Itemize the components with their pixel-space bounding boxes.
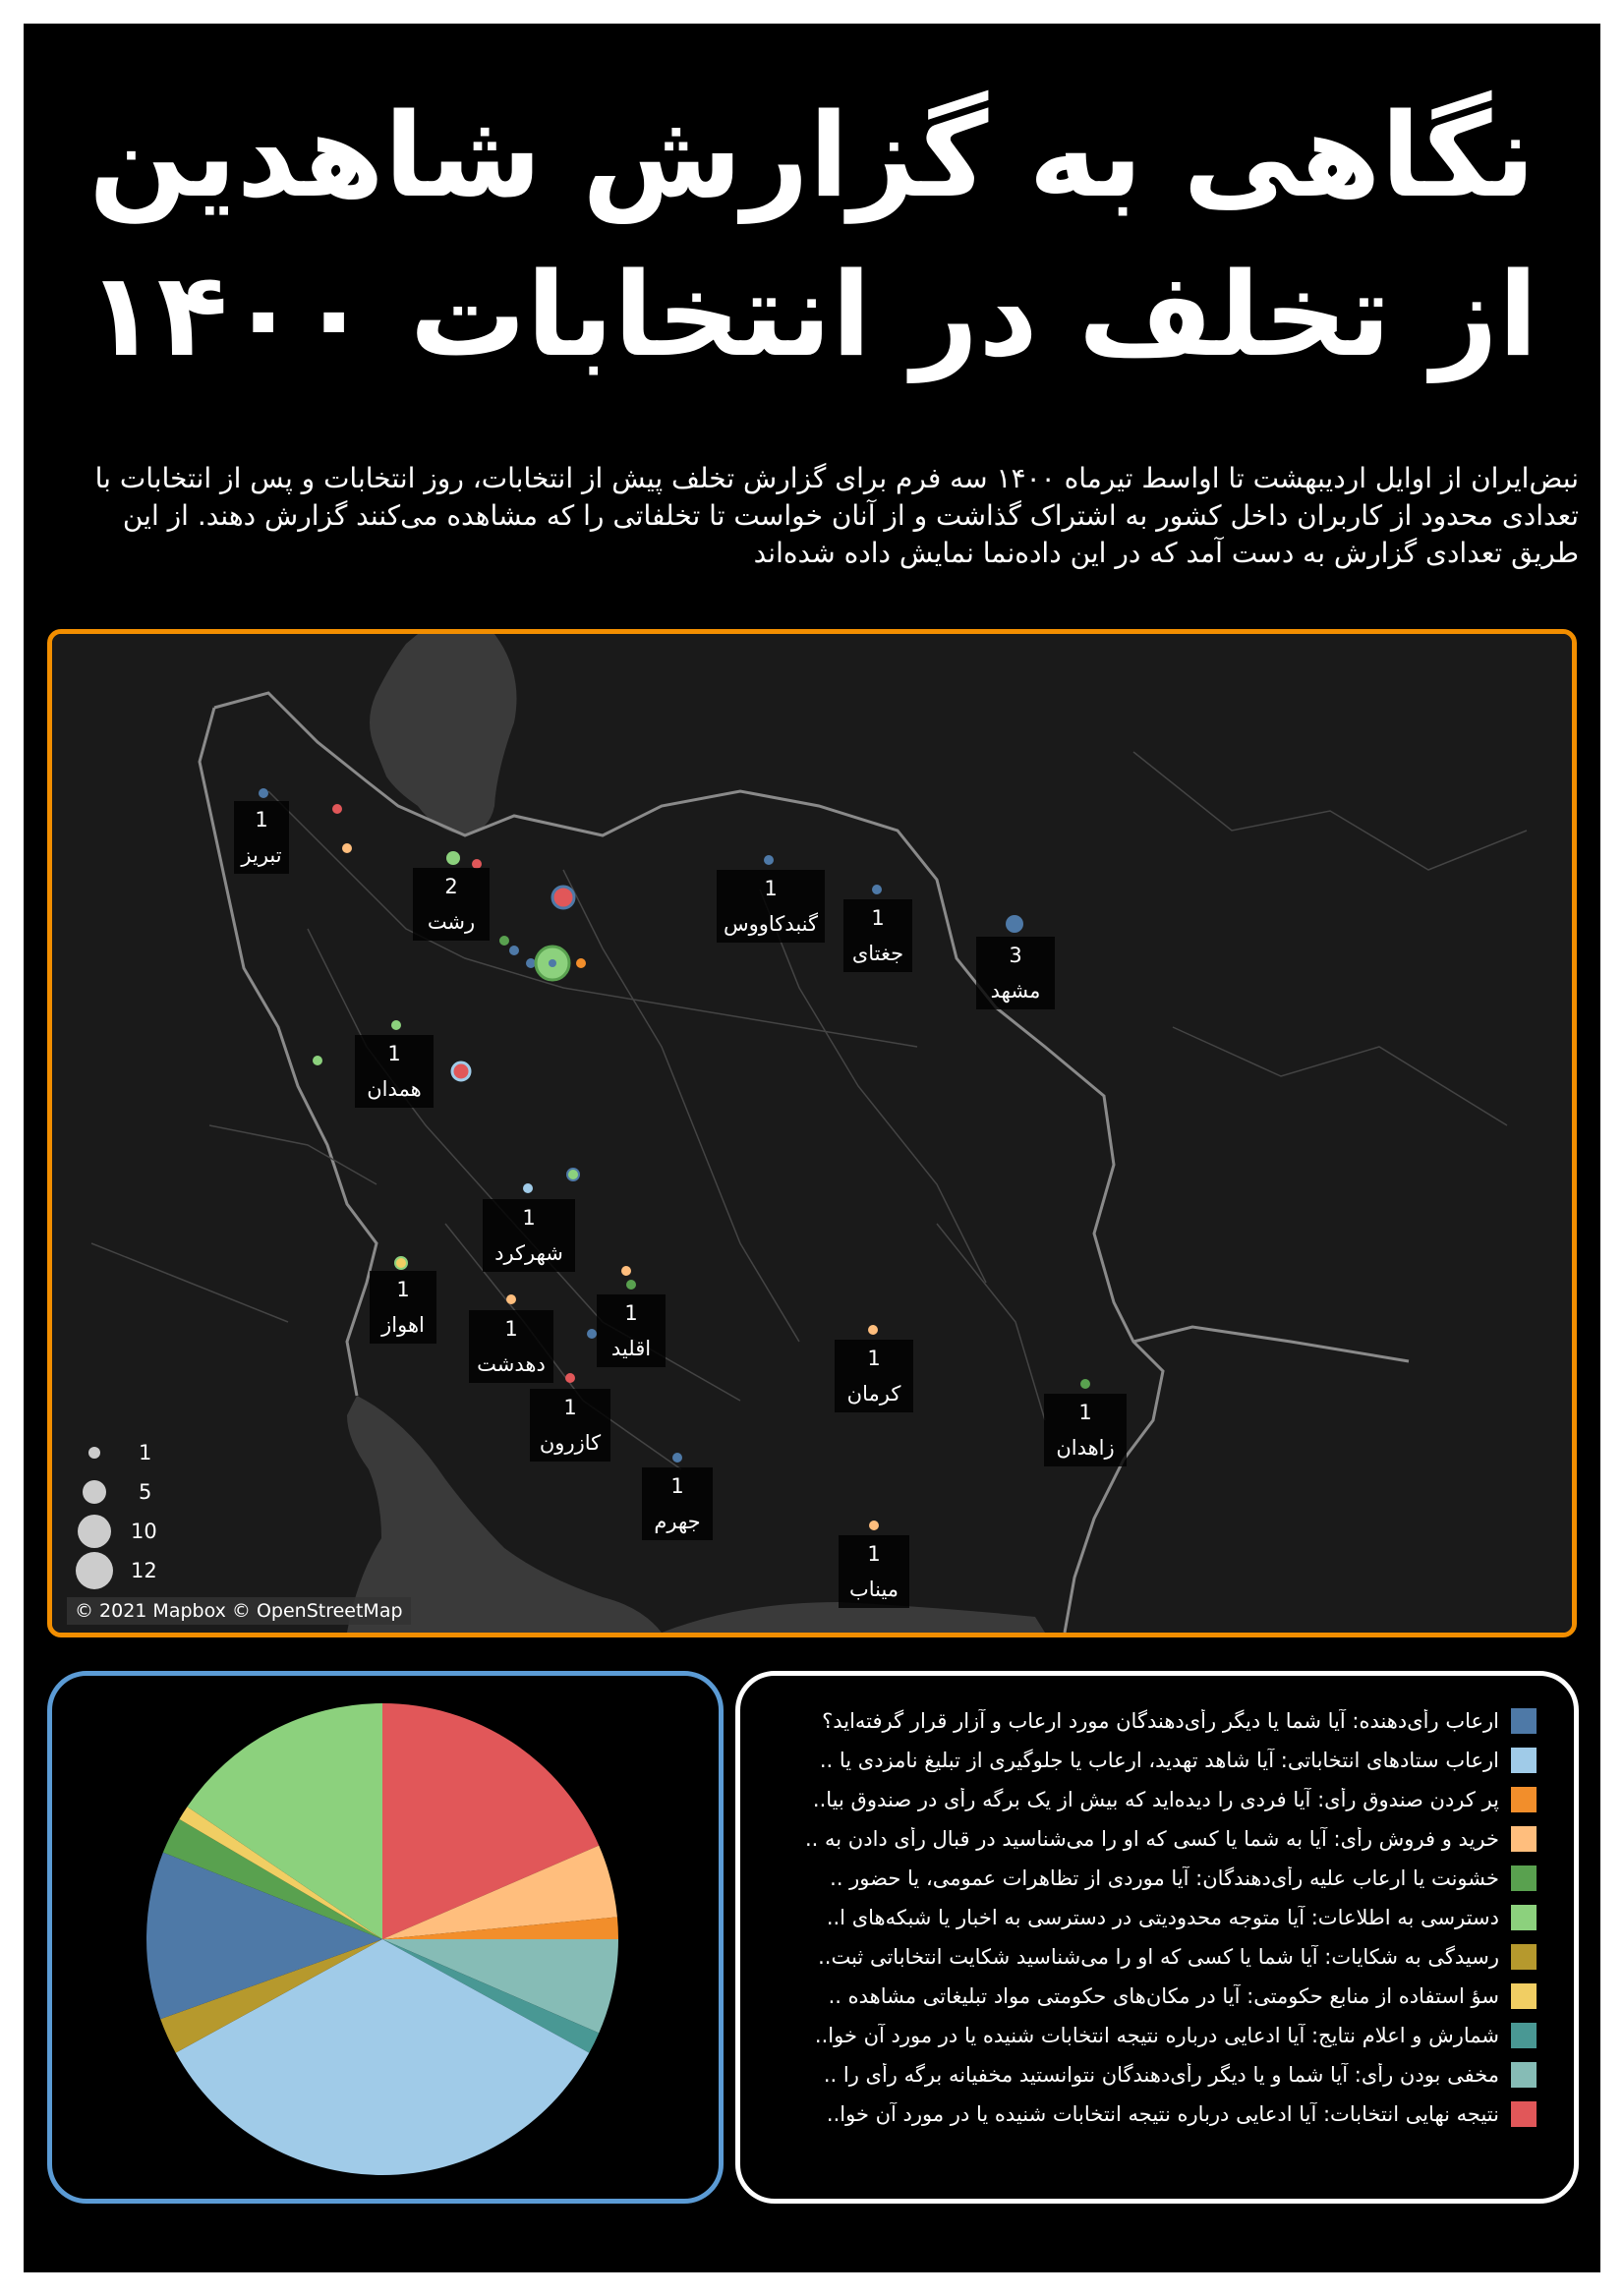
- svg-text:2: 2: [444, 875, 458, 898]
- map-panel[interactable]: [47, 629, 1577, 1637]
- svg-text:1: 1: [764, 877, 778, 900]
- map-canvas[interactable]: [52, 634, 1572, 1633]
- legend-item[interactable]: [780, 2055, 1537, 2095]
- legend-swatch: [1511, 1983, 1537, 2009]
- legend-label: رسیدگی به شکایات: آیا شما یا کسی که او را می‌شناسید شکایت انتخاباتی ثبت..: [818, 1945, 1499, 1969]
- svg-text:میناب: میناب: [848, 1578, 899, 1601]
- label-kazerun: [530, 1389, 610, 1462]
- size-legend-label-12: 12: [131, 1559, 157, 1582]
- legend-swatch: [1511, 2101, 1537, 2127]
- legend-swatch: [1511, 1787, 1537, 1812]
- legend-item[interactable]: [780, 1780, 1537, 1819]
- point-arak[interactable]: [452, 1062, 470, 1080]
- label-ahvaz: [370, 1271, 436, 1344]
- svg-text:1: 1: [867, 1347, 881, 1370]
- legend-label: سؤ استفاده از منابع حکومتی: آیا در مکان‌های حکومتی مواد تبلیغاتی مشاهده ..: [828, 1984, 1499, 2008]
- label-zahedan: [1044, 1394, 1127, 1466]
- svg-text:رشت: رشت: [427, 910, 476, 934]
- point-kerman[interactable]: [868, 1325, 878, 1335]
- legend-swatch: [1511, 1866, 1537, 1891]
- legend-item[interactable]: [780, 1977, 1537, 2016]
- svg-text:1: 1: [504, 1317, 518, 1341]
- size-legend-label-10: 10: [131, 1520, 157, 1543]
- svg-text:1: 1: [670, 1474, 684, 1498]
- svg-text:1: 1: [867, 1542, 881, 1566]
- svg-text:کرمان: کرمان: [846, 1382, 901, 1406]
- label-eqlid: [597, 1294, 666, 1367]
- legend-swatch: [1511, 2023, 1537, 2048]
- svg-text:3: 3: [1009, 944, 1022, 967]
- label-hamedan: [355, 1035, 434, 1108]
- label-shahrekord: [483, 1199, 575, 1272]
- point-gonbad[interactable]: [764, 855, 774, 865]
- svg-text:گنبدکاووس: گنبدکاووس: [723, 912, 819, 936]
- label-kerman: [835, 1340, 913, 1412]
- svg-text:1: 1: [1078, 1401, 1092, 1424]
- legend-swatch: [1511, 1748, 1537, 1773]
- legend-label: دسترسی به اطلاعات: آیا متوجه محدودیتی در دسترسی به اخبار یا شبکه‌های ا..: [826, 1906, 1499, 1929]
- label-joghatai: [843, 899, 912, 972]
- title-line-1: نگاهی به گزارش شاهدین: [88, 87, 1536, 223]
- point-hamedan-2[interactable]: [313, 1056, 322, 1065]
- point-tabriz-3[interactable]: [342, 843, 352, 853]
- svg-text:1: 1: [563, 1396, 577, 1419]
- legend-panel: [735, 1671, 1579, 2204]
- point-mashhad[interactable]: [1006, 915, 1023, 933]
- svg-text:1: 1: [255, 808, 268, 832]
- size-legend-label-1: 1: [139, 1441, 152, 1464]
- svg-text:1: 1: [871, 906, 885, 930]
- point-tehran-center: [549, 959, 556, 967]
- pie-chart[interactable]: [52, 1676, 719, 2199]
- legend-item[interactable]: [780, 2016, 1537, 2055]
- svg-text:1: 1: [522, 1206, 536, 1230]
- point-minab[interactable]: [869, 1521, 879, 1530]
- legend-label: خرید و فروش رأی: آیا به شما یا کسی که او را می‌شناسید در قبال رأی دادن به ..: [804, 1827, 1499, 1851]
- point-eqlid-2[interactable]: [626, 1280, 636, 1290]
- size-legend-circle-1: [88, 1447, 100, 1459]
- svg-text:همدان: همدان: [367, 1077, 422, 1101]
- point-ahvaz[interactable]: [395, 1257, 407, 1269]
- legend-item[interactable]: [780, 1937, 1537, 1977]
- svg-text:جهرم: جهرم: [654, 1510, 701, 1533]
- label-jahrom: [642, 1467, 713, 1540]
- legend-label: خشونت یا ارعاب علیه رأی‌دهندگان: آیا موردی از تظاهرات عمومی، یا حضور ..: [830, 1866, 1499, 1890]
- point-isfahan[interactable]: [567, 1169, 579, 1180]
- legend-item[interactable]: [780, 1741, 1537, 1780]
- svg-text:1: 1: [387, 1042, 401, 1065]
- legend-item[interactable]: [780, 2095, 1537, 2134]
- svg-text:جغتای: جغتای: [851, 942, 904, 965]
- legend-item[interactable]: [780, 1701, 1537, 1741]
- point-shiraz[interactable]: [587, 1329, 597, 1339]
- svg-text:1: 1: [624, 1301, 638, 1325]
- legend-item[interactable]: [780, 1819, 1537, 1859]
- svg-text:تبریز: تبریز: [241, 843, 282, 867]
- point-rasht-2[interactable]: [472, 859, 482, 869]
- point-tabriz-1[interactable]: [259, 788, 268, 798]
- point-hamedan-1[interactable]: [391, 1020, 401, 1030]
- size-legend-circle-12: [76, 1552, 113, 1589]
- point-eqlid-1[interactable]: [621, 1266, 631, 1276]
- point-tabriz-2[interactable]: [332, 804, 342, 814]
- legend-swatch: [1511, 2062, 1537, 2088]
- title-line-2: از تخلف در انتخابات ۱۴۰۰: [86, 247, 1538, 382]
- legend-item[interactable]: [780, 1859, 1537, 1898]
- point-shahrekord[interactable]: [523, 1183, 533, 1193]
- svg-text:شهرکرد: شهرکرد: [494, 1241, 563, 1265]
- point-dehdasht[interactable]: [506, 1294, 516, 1304]
- point-sari[interactable]: [552, 887, 574, 908]
- label-minab: [839, 1535, 909, 1608]
- point-kazerun[interactable]: [565, 1373, 575, 1383]
- point-tehran-east[interactable]: [576, 958, 586, 968]
- legend-list: [780, 1701, 1537, 2134]
- svg-text:کازرون: کازرون: [539, 1431, 602, 1455]
- label-gonbad: [717, 870, 825, 943]
- intro-text: نبض‌ایران از اوایل اردیبهشت تا اواسط تیرماه ۱۴۰۰ سه فرم برای گزارش تخلف پیش از انتخابات، روز انتخابات و پس از انتخابات با تعدادی محدود از کاربران داخل کشور به اشتراک گذاشت و از آنان خواست تا تخلفاتی را که مشاهده می‌کنند گزارش دهند. از این طریق تعدادی گزارش به دست آمد که در این داده‌نما نمایش داده شده‌اند: [94, 462, 1579, 569]
- legend-swatch: [1511, 1944, 1537, 1970]
- legend-label: ارعاب ستادهای انتخاباتی: آیا شاهد تهدید، ارعاب یا جلوگیری از تبلیغ نامزدی یا ..: [819, 1749, 1499, 1772]
- label-mashhad: [976, 937, 1055, 1009]
- legend-label: شمارش و اعلام نتایج: آیا ادعایی درباره نتیجه انتخابات شنیده یا در مورد آن خوا..: [814, 2024, 1499, 2047]
- map-background: [52, 634, 1572, 1633]
- map-attribution[interactable]: © 2021 Mapbox © OpenStreetMap: [67, 1597, 411, 1625]
- size-legend-label-5: 5: [139, 1480, 152, 1504]
- svg-text:اقلید: اقلید: [610, 1337, 652, 1360]
- point-rasht-1[interactable]: [446, 851, 460, 865]
- svg-text:1: 1: [396, 1278, 410, 1301]
- size-legend-circle-5: [83, 1480, 106, 1504]
- legend-item[interactable]: [780, 1898, 1537, 1937]
- label-rasht: [413, 868, 490, 941]
- label-tabriz: [234, 801, 289, 874]
- legend-swatch: [1511, 1905, 1537, 1930]
- svg-text:زاهدان: زاهدان: [1056, 1436, 1115, 1460]
- point-zahedan[interactable]: [1080, 1379, 1090, 1389]
- legend-label: پر کردن صندوق رأی: آیا فردی را دیده‌اید که بیش از یک برگه رأی در صندوق بیا..: [812, 1788, 1499, 1811]
- svg-text:دهدشت: دهدشت: [477, 1352, 546, 1376]
- point-qazvin-1[interactable]: [499, 936, 509, 946]
- svg-text:اهواز: اهواز: [381, 1313, 425, 1337]
- svg-text:مشهد: مشهد: [990, 979, 1041, 1003]
- point-jahrom[interactable]: [672, 1453, 682, 1463]
- point-joghatai[interactable]: [872, 885, 882, 894]
- legend-label: مخفی بودن رأی: آیا شما و یا دیگر رأی‌دهندگان نتوانستید مخفیانه برگه رأی را ..: [823, 2063, 1499, 2087]
- legend-label: نتیجه نهایی انتخابات: آیا ادعایی درباره نتیجه انتخابات شنیده یا در مورد آن خوا..: [826, 2102, 1499, 2126]
- pie-panel: [47, 1671, 724, 2204]
- size-legend-circle-10: [78, 1515, 111, 1548]
- point-qazvin-2[interactable]: [509, 946, 519, 955]
- legend-label: ارعاب رأی‌دهنده: آیا شما یا دیگر رأی‌دهندگان مورد ارعاب و آزار قرار گرفته‌اید؟: [822, 1709, 1499, 1733]
- label-dehdasht: [469, 1310, 553, 1383]
- legend-swatch: [1511, 1826, 1537, 1852]
- legend-swatch: [1511, 1708, 1537, 1734]
